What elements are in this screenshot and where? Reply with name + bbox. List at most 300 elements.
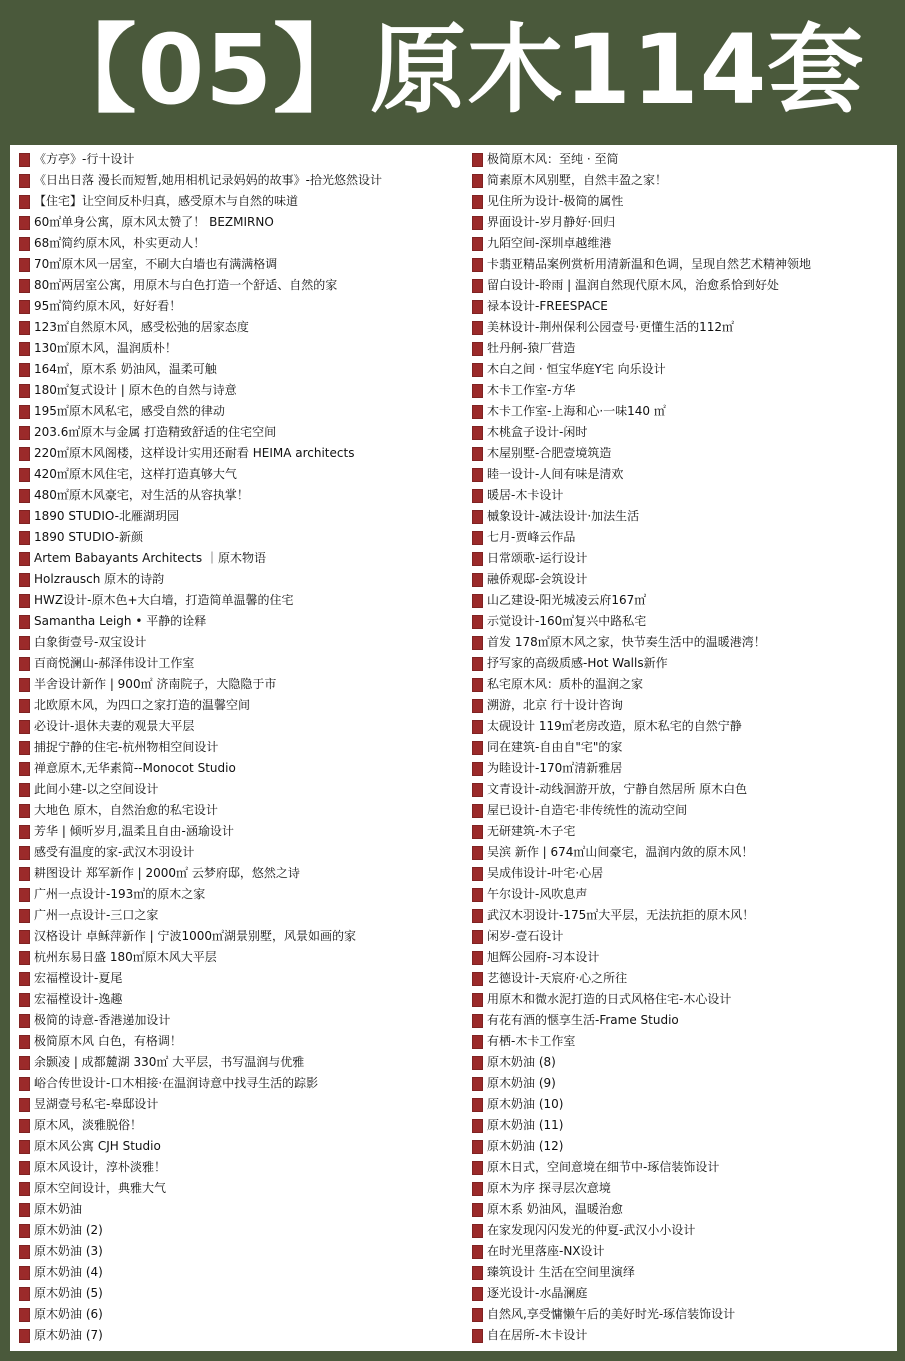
list-item-label: 示觉设计-160㎡复兴中路私宅: [487, 614, 647, 628]
square-bullet-icon: [19, 153, 30, 167]
square-bullet-icon: [472, 258, 483, 272]
square-bullet-icon: [19, 531, 30, 545]
list-item: [472, 506, 892, 527]
list-item: [19, 254, 459, 275]
list-item: [19, 1241, 459, 1262]
square-bullet-icon: [472, 1140, 483, 1154]
list-item-label: 80㎡两居室公寓，用原木与白色打造一个舒适、自然的家: [34, 278, 338, 292]
list-item-label: 文青设计-动线洄游开放，宁静自然居所 原木白色: [487, 782, 748, 796]
list-item: [472, 485, 892, 506]
square-bullet-icon: [19, 1203, 30, 1217]
list-item-label: 原木奶油 (2): [34, 1223, 103, 1237]
list-item: [19, 359, 459, 380]
list-item: [19, 506, 459, 527]
list-item: [472, 611, 892, 632]
list-item-label: 溯游，北京 行十设计咨询: [487, 698, 623, 712]
square-bullet-icon: [472, 1266, 483, 1280]
list-item: [472, 716, 892, 737]
list-item-label: 有栖-木卡工作室: [487, 1034, 576, 1048]
list-item-label: 汉格设计 卓稣萍新作 | 宁波1000㎡湖景别墅，风景如画的家: [34, 929, 357, 943]
list-item: [472, 758, 892, 779]
list-item-label: 原木风公寓 CJH Studio: [34, 1139, 161, 1153]
square-bullet-icon: [472, 489, 483, 503]
list-item: [19, 1283, 459, 1304]
list-item-label: 融侨观邸-会筑设计: [487, 572, 588, 586]
list-item: [19, 632, 459, 653]
list-item-label: 牡丹舸-猿厂营造: [487, 341, 576, 355]
header: [0, 0, 905, 145]
square-bullet-icon: [19, 510, 30, 524]
list-item-label: 203.6㎡原木与金属 打造精致舒适的住宅空间: [34, 425, 277, 439]
list-item-label: 原木奶油 (4): [34, 1265, 103, 1279]
list-item: [472, 1094, 892, 1115]
list-item: [472, 149, 892, 170]
list-item-label: 有花有酒的惬享生活-Frame Studio: [487, 1013, 679, 1027]
list-item-label: 在家发现闪闪发光的仲夏-武汉小小设计: [487, 1223, 696, 1237]
square-bullet-icon: [472, 594, 483, 608]
list-item-label: 半舍设计新作 | 900㎡ 济南院子，大隐隐于市: [34, 677, 277, 691]
list-item-label: 原木奶油 (5): [34, 1286, 103, 1300]
list-item-label: 此间小建-以之空间设计: [34, 782, 159, 796]
square-bullet-icon: [472, 657, 483, 671]
list-item-label: 见住所为设计-极简的属性: [487, 194, 624, 208]
square-bullet-icon: [19, 678, 30, 692]
list-item-label: 感受有温度的家-武汉木羽设计: [34, 845, 195, 859]
square-bullet-icon: [19, 1287, 30, 1301]
square-bullet-icon: [472, 867, 483, 881]
list-item-label: 木屋别墅-合肥壹境筑造: [487, 446, 612, 460]
list-item-label: Holzrausch 原木的诗韵: [34, 572, 165, 586]
list-item: [19, 989, 459, 1010]
square-bullet-icon: [472, 930, 483, 944]
list-item-label: 余颢凌 | 成都麓湖 330㎡ 大平层，书写温润与优雅: [34, 1055, 305, 1069]
list-item-label: 1890 STUDIO-北雁湖玥园: [34, 509, 179, 523]
square-bullet-icon: [472, 615, 483, 629]
square-bullet-icon: [472, 321, 483, 335]
square-bullet-icon: [472, 1161, 483, 1175]
list-item: [472, 548, 892, 569]
list-item: [19, 737, 459, 758]
list-item-label: 大地色 原木，自然治愈的私宅设计: [34, 803, 218, 817]
list-item: [19, 1199, 459, 1220]
list-item-label: 60㎡单身公寓，原木风太赞了！ BEZMIRNO: [34, 215, 274, 229]
list-item-label: 130㎡原木风，温润质朴！: [34, 341, 177, 355]
list-item: [472, 884, 892, 905]
list-item: [472, 1136, 892, 1157]
square-bullet-icon: [472, 237, 483, 251]
list-item-label: 必设计-退休夫妻的观景大平层: [34, 719, 195, 733]
list-item: [472, 1115, 892, 1136]
list-item: [19, 1304, 459, 1325]
list-item-label: 164㎡，原木系 奶油风，温柔可触: [34, 362, 217, 376]
list-item: [472, 1052, 892, 1073]
square-bullet-icon: [472, 174, 483, 188]
square-bullet-icon: [19, 720, 30, 734]
list-item-label: 界面设计-岁月静好·回归: [487, 215, 616, 229]
list-item-label: 原木奶油 (8): [487, 1055, 556, 1069]
square-bullet-icon: [19, 594, 30, 608]
list-item-label: 70㎡原木风一居室，不刷大白墙也有满满格调: [34, 257, 278, 271]
list-item: [472, 296, 892, 317]
list-item-label: 木卡工作室-方华: [487, 383, 576, 397]
list-item-label: 自然风,享受慵懒午后的美好时光-琢信装饰设计: [487, 1307, 736, 1321]
list-item-label: 吴成伟设计-叶宅·心居: [487, 866, 604, 880]
square-bullet-icon: [19, 867, 30, 881]
list-item: [19, 569, 459, 590]
list-item: [19, 1178, 459, 1199]
list-item-label: 禅意原木,无华素简--Monocot Studio: [34, 761, 236, 775]
left-column: [19, 149, 459, 1346]
square-bullet-icon: [472, 363, 483, 377]
list-item-label: 山乙建设-阳光城凌云府167㎡: [487, 593, 647, 607]
list-item-label: 屋已设计-自造宅·非传统性的流动空间: [487, 803, 688, 817]
square-bullet-icon: [19, 1308, 30, 1322]
square-bullet-icon: [19, 699, 30, 713]
square-bullet-icon: [472, 531, 483, 545]
list-item: [472, 317, 892, 338]
list-item: [472, 569, 892, 590]
list-item: [472, 1262, 892, 1283]
square-bullet-icon: [19, 825, 30, 839]
list-item: [472, 989, 892, 1010]
list-item-label: Artem Babayants Architects ｜原木物语: [34, 551, 266, 565]
list-item: [19, 611, 459, 632]
right-column: [472, 149, 892, 1346]
list-item: [19, 1220, 459, 1241]
square-bullet-icon: [19, 447, 30, 461]
list-item: [19, 590, 459, 611]
list-item: [19, 779, 459, 800]
list-item-label: 杭州东易日盛 180㎡原木风大平层: [34, 950, 217, 964]
square-bullet-icon: [19, 405, 30, 419]
square-bullet-icon: [472, 1329, 483, 1343]
list-item-label: 原木奶油: [34, 1202, 83, 1216]
list-item-label: 百商悦澜山-郝泽伟设计工作室: [34, 656, 195, 670]
list-item: [472, 464, 892, 485]
square-bullet-icon: [472, 720, 483, 734]
list-item: [19, 485, 459, 506]
square-bullet-icon: [19, 846, 30, 860]
list-item: [19, 1157, 459, 1178]
list-item-label: 480㎡原木风豪宅，对生活的从容执掌！: [34, 488, 249, 502]
list-item-label: 原木为序 探寻层次意境: [487, 1181, 611, 1195]
list-item: [472, 737, 892, 758]
list-item-label: 禄本设计-FREESPACE: [487, 299, 608, 313]
list-item: [19, 1010, 459, 1031]
list-item: [472, 926, 892, 947]
list-item-label: 原木空间设计，典雅大气: [34, 1181, 167, 1195]
list-item-label: 美林设计-荆州保利公园壹号·更懂生活的112㎡: [487, 320, 735, 334]
list-item: [19, 548, 459, 569]
square-bullet-icon: [472, 573, 483, 587]
list-item-label: 逐光设计-水晶澜庭: [487, 1286, 588, 1300]
list-item-label: 旭辉公园府-习本设计: [487, 950, 600, 964]
list-item: [19, 968, 459, 989]
square-bullet-icon: [472, 804, 483, 818]
list-item: [19, 212, 459, 233]
list-item: [19, 716, 459, 737]
square-bullet-icon: [19, 993, 30, 1007]
square-bullet-icon: [472, 279, 483, 293]
list-item-label: 【住宅】让空间反朴归真，感受原木与自然的味道: [34, 194, 299, 208]
list-item: [472, 170, 892, 191]
square-bullet-icon: [19, 468, 30, 482]
list-item-label: HWZ设计-原木色+大白墙，打造简单温馨的住宅: [34, 593, 294, 607]
square-bullet-icon: [19, 321, 30, 335]
square-bullet-icon: [472, 1035, 483, 1049]
square-bullet-icon: [472, 972, 483, 986]
list-item-label: 七月-贾峰云作品: [487, 530, 576, 544]
list-item: [472, 1178, 892, 1199]
list-item-label: 广州一点设计-193㎡的原木之家: [34, 887, 206, 901]
list-item: [472, 968, 892, 989]
list-item: [19, 1094, 459, 1115]
square-bullet-icon: [472, 426, 483, 440]
list-item: [472, 422, 892, 443]
square-bullet-icon: [19, 363, 30, 377]
list-item: [19, 821, 459, 842]
square-bullet-icon: [472, 153, 483, 167]
list-item-label: 用原木和微水泥打造的日式风格住宅-木心设计: [487, 992, 732, 1006]
list-item: [19, 758, 459, 779]
list-item: [472, 233, 892, 254]
list-item: [472, 1304, 892, 1325]
list-item-label: 留白设计-聆雨 | 温润自然现代原木风，治愈系恰到好处: [487, 278, 780, 292]
square-bullet-icon: [472, 216, 483, 230]
square-bullet-icon: [472, 993, 483, 1007]
list-item: [472, 632, 892, 653]
list-item: [19, 170, 459, 191]
list-item: [472, 947, 892, 968]
list-item-label: 午尔设计-风吹息声: [487, 887, 588, 901]
square-bullet-icon: [472, 300, 483, 314]
square-bullet-icon: [472, 1287, 483, 1301]
list-item-label: 日常颂歌-运行设计: [487, 551, 588, 565]
square-bullet-icon: [19, 972, 30, 986]
list-item: [472, 695, 892, 716]
square-bullet-icon: [472, 1182, 483, 1196]
list-item: [19, 1052, 459, 1073]
square-bullet-icon: [472, 888, 483, 902]
list-item-label: 白象街壹号-双宝设计: [34, 635, 147, 649]
list-item: [19, 443, 459, 464]
list-item-label: 极简原木风 白色，有格调！: [34, 1034, 182, 1048]
list-item-label: 抒写家的高级质感-Hot Walls新作: [487, 656, 668, 670]
list-item-label: 闲岁-壹石设计: [487, 929, 564, 943]
list-item-label: 220㎡原木风阁楼，这样设计实用还耐看 HEIMA architects: [34, 446, 355, 460]
square-bullet-icon: [19, 1119, 30, 1133]
list-item-label: 首发 178㎡原木风之家，快节奏生活中的温暖港湾！: [487, 635, 766, 649]
square-bullet-icon: [472, 951, 483, 965]
list-item-label: 北欧原木风，为四口之家打造的温馨空间: [34, 698, 251, 712]
square-bullet-icon: [472, 1077, 483, 1091]
square-bullet-icon: [19, 384, 30, 398]
list-item: [472, 821, 892, 842]
list-item-label: 同在建筑-自由自"宅"的家: [487, 740, 623, 754]
square-bullet-icon: [472, 1098, 483, 1112]
square-bullet-icon: [19, 1056, 30, 1070]
square-bullet-icon: [472, 552, 483, 566]
square-bullet-icon: [472, 1056, 483, 1070]
list-item-label: Samantha Leigh • 平静的诠释: [34, 614, 207, 628]
list-item-label: 195㎡原木风私宅，感受自然的律动: [34, 404, 225, 418]
list-item: [19, 863, 459, 884]
list-item-label: 武汉木羽设计-175㎡大平层，无法抗拒的原木风！: [487, 908, 755, 922]
list-item-label: 95㎡简约原木风，好好看！: [34, 299, 182, 313]
square-bullet-icon: [19, 216, 30, 230]
square-bullet-icon: [19, 657, 30, 671]
square-bullet-icon: [19, 1077, 30, 1091]
list-item: [19, 191, 459, 212]
list-item-label: 极简的诗意-香港递加设计: [34, 1013, 171, 1027]
list-item: [472, 1283, 892, 1304]
square-bullet-icon: [19, 1224, 30, 1238]
list-item: [472, 191, 892, 212]
square-bullet-icon: [472, 447, 483, 461]
square-bullet-icon: [472, 636, 483, 650]
list-item: [19, 1136, 459, 1157]
list-item: [472, 212, 892, 233]
list-item-label: 原木风，淡雅脱俗！: [34, 1118, 143, 1132]
square-bullet-icon: [472, 510, 483, 524]
square-bullet-icon: [472, 342, 483, 356]
list-item-label: 无研建筑-木子宅: [487, 824, 576, 838]
square-bullet-icon: [19, 762, 30, 776]
square-bullet-icon: [19, 1161, 30, 1175]
list-item: [472, 779, 892, 800]
list-item-label: 宏福樘设计-逸趣: [34, 992, 123, 1006]
list-item: [19, 338, 459, 359]
square-bullet-icon: [19, 174, 30, 188]
list-item: [19, 464, 459, 485]
square-bullet-icon: [19, 1266, 30, 1280]
list-item-label: 原木日式，空间意境在细节中-琢信装饰设计: [487, 1160, 720, 1174]
list-item: [472, 590, 892, 611]
square-bullet-icon: [472, 678, 483, 692]
list-item-label: 123㎡自然原木风，感受松弛的居家态度: [34, 320, 249, 334]
square-bullet-icon: [19, 195, 30, 209]
square-bullet-icon: [19, 909, 30, 923]
list-item-label: 臻筑设计 生活在空间里演绎: [487, 1265, 635, 1279]
square-bullet-icon: [19, 930, 30, 944]
list-item-label: 木白之间 · 恒宝华庭Y宅 向乐设计: [487, 362, 666, 376]
list-item: [19, 1115, 459, 1136]
list-item-label: 原木奶油 (10): [487, 1097, 564, 1111]
square-bullet-icon: [472, 741, 483, 755]
square-bullet-icon: [19, 1140, 30, 1154]
square-bullet-icon: [472, 762, 483, 776]
list-item: [472, 1010, 892, 1031]
list-item-label: 原木奶油 (6): [34, 1307, 103, 1321]
list-item-label: 耕图设计 郑军新作 | 2000㎡ 云梦府邸，悠然之诗: [34, 866, 300, 880]
page-title: 【05】原木114套: [40, 14, 865, 126]
list-item-label: 昱湖壹号私宅-皋邸设计: [34, 1097, 159, 1111]
square-bullet-icon: [19, 636, 30, 650]
list-item-label: 为睦设计-170㎡清新雅居: [487, 761, 623, 775]
list-panel: [10, 145, 897, 1351]
list-item: [472, 674, 892, 695]
list-item: [19, 1073, 459, 1094]
list-item: [19, 695, 459, 716]
list-item-label: 私宅原木风：质朴的温润之家: [487, 677, 644, 691]
list-item: [472, 1199, 892, 1220]
list-item-label: 《方亭》-行十设计: [34, 152, 135, 166]
list-item-label: 木桃盒子设计-闲时: [487, 425, 588, 439]
list-item-label: 艺德设计-天宸府·心之所往: [487, 971, 628, 985]
list-item-label: 原木奶油 (12): [487, 1139, 564, 1153]
list-item-label: 原木奶油 (3): [34, 1244, 103, 1258]
square-bullet-icon: [472, 1014, 483, 1028]
square-bullet-icon: [19, 552, 30, 566]
list-item-label: 原木奶油 (7): [34, 1328, 103, 1342]
list-item: [19, 674, 459, 695]
list-item: [19, 380, 459, 401]
list-item: [19, 296, 459, 317]
list-item: [472, 1220, 892, 1241]
list-item: [472, 359, 892, 380]
square-bullet-icon: [472, 1224, 483, 1238]
list-item: [19, 905, 459, 926]
square-bullet-icon: [19, 1245, 30, 1259]
square-bullet-icon: [19, 258, 30, 272]
list-item: [472, 338, 892, 359]
list-item-label: 180㎡复式设计 | 原木色的自然与诗意: [34, 383, 237, 397]
list-item: [19, 1262, 459, 1283]
square-bullet-icon: [19, 1182, 30, 1196]
list-item-label: 九陌空间-深圳卓越维港: [487, 236, 612, 250]
square-bullet-icon: [472, 195, 483, 209]
list-item: [472, 905, 892, 926]
list-item-label: 木卡工作室-上海和心·一味140 ㎡: [487, 404, 666, 418]
list-item-label: 《日出日落 漫长而短暂,她用相机记录妈妈的故事》-拾光悠然设计: [34, 173, 382, 187]
square-bullet-icon: [472, 1203, 483, 1217]
square-bullet-icon: [472, 1245, 483, 1259]
list-item: [472, 1157, 892, 1178]
list-item-label: 原木系 奶油风，温暖治愈: [487, 1202, 623, 1216]
list-item: [472, 527, 892, 548]
square-bullet-icon: [19, 615, 30, 629]
list-item: [19, 884, 459, 905]
square-bullet-icon: [19, 804, 30, 818]
list-item-label: 峪合传世设计-口木相接·在温润诗意中找寻生活的踪影: [34, 1076, 319, 1090]
list-item: [472, 401, 892, 422]
list-item: [19, 317, 459, 338]
list-item: [472, 863, 892, 884]
square-bullet-icon: [472, 825, 483, 839]
list-item: [19, 149, 459, 170]
square-bullet-icon: [19, 783, 30, 797]
list-item-label: 槭象设计-减法设计·加法生活: [487, 509, 640, 523]
list-item: [472, 254, 892, 275]
list-item: [19, 800, 459, 821]
list-item-label: 68㎡简约原木风，朴实更动人！: [34, 236, 206, 250]
square-bullet-icon: [472, 846, 483, 860]
square-bullet-icon: [19, 237, 30, 251]
square-bullet-icon: [19, 888, 30, 902]
square-bullet-icon: [19, 1014, 30, 1028]
square-bullet-icon: [472, 699, 483, 713]
square-bullet-icon: [19, 489, 30, 503]
list-item: [472, 443, 892, 464]
list-item: [19, 1325, 459, 1346]
list-item: [19, 401, 459, 422]
square-bullet-icon: [472, 909, 483, 923]
square-bullet-icon: [472, 468, 483, 482]
list-item-label: 广州一点设计-三口之家: [34, 908, 159, 922]
square-bullet-icon: [472, 783, 483, 797]
square-bullet-icon: [19, 951, 30, 965]
square-bullet-icon: [19, 573, 30, 587]
